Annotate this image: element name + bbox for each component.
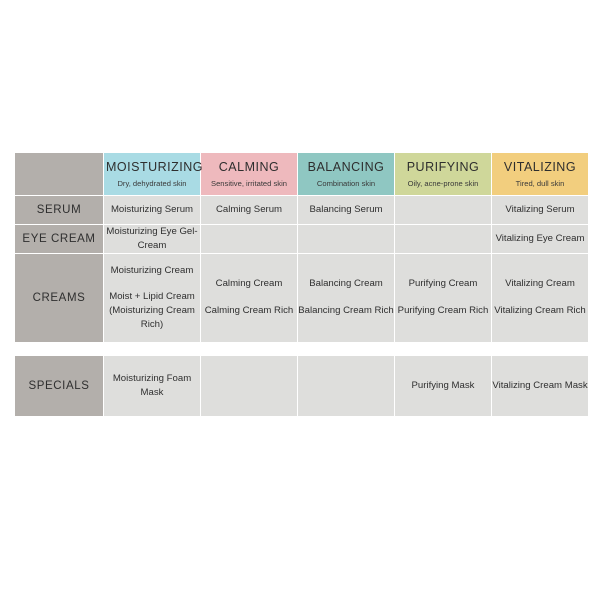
matrix-row (15, 196, 588, 224)
row-header-serum: SERUM (15, 196, 103, 224)
matrix-cell (104, 225, 200, 253)
category-subtitle: Combination skin (316, 179, 376, 188)
matrix-cell (104, 254, 200, 342)
category-header-5 (492, 153, 588, 195)
matrix-cell (201, 254, 297, 342)
product-name: Purifying Cream Rich (397, 305, 489, 317)
matrix-cell (201, 196, 297, 224)
matrix-header-row (15, 153, 588, 195)
matrix-cell (104, 356, 200, 416)
product-name: Vitalizing Serum (505, 204, 575, 216)
row-header-specials: SPECIALS (15, 356, 103, 416)
product-name: Moisturizing Eye Gel-Cream (106, 226, 198, 251)
matrix-row (15, 225, 588, 253)
category-header-2 (201, 153, 297, 195)
matrix-cell (492, 356, 588, 416)
matrix-cell (492, 225, 588, 253)
matrix-corner (15, 153, 103, 195)
matrix-cell (395, 225, 491, 253)
matrix-cell (298, 356, 394, 416)
product-name: Calming Cream (215, 278, 283, 290)
matrix-table (14, 152, 589, 417)
spacer-cell (15, 343, 588, 355)
matrix-row (15, 254, 588, 342)
category-subtitle: Oily, acne-prone skin (407, 179, 479, 188)
product-name: Calming Cream Rich (204, 305, 294, 317)
category-subtitle: Tired, dull skin (515, 179, 565, 188)
product-name: Moisturizing Serum (110, 204, 194, 216)
product-name: Balancing Cream (309, 278, 383, 290)
category-subtitle: Sensitive, irritated skin (211, 179, 287, 188)
category-header-1 (104, 153, 203, 195)
product-name: Vitalizing Eye Cream (495, 232, 585, 244)
product-name: Vitalizing Cream (505, 278, 575, 290)
product-name: Calming Serum (215, 204, 283, 216)
matrix-cell (298, 196, 394, 224)
category-title: VITALIZING (503, 160, 577, 174)
product-name: Moist + Lipid Cream (Moisturizing Cream Rich) (109, 291, 195, 331)
row-header-eye-cream: EYE CREAM (15, 225, 103, 253)
product-matrix (14, 152, 586, 417)
product-name: Purifying Cream (408, 278, 478, 290)
matrix-spacer-row (15, 343, 588, 355)
row-header-creams: CREAMS (15, 254, 103, 342)
category-title: MOISTURIZING (106, 160, 203, 174)
matrix-cell (201, 356, 297, 416)
matrix-row (15, 356, 588, 416)
matrix-cell (395, 356, 491, 416)
category-header-4 (395, 153, 491, 195)
category-subtitle: Dry, dehydrated skin (117, 179, 187, 188)
product-name: Purifying Mask (411, 379, 475, 391)
category-title: CALMING (218, 160, 280, 174)
category-title: BALANCING (307, 160, 385, 174)
category-title: PURIFYING (406, 160, 480, 174)
matrix-cell (395, 196, 491, 224)
matrix-cell (298, 254, 394, 342)
product-name: Balancing Serum (309, 204, 383, 216)
matrix-cell (492, 196, 588, 224)
product-name: Balancing Cream Rich (298, 305, 394, 317)
matrix-cell (395, 254, 491, 342)
matrix-cell (104, 196, 200, 224)
matrix-cell (492, 254, 588, 342)
matrix-cell (298, 225, 394, 253)
product-name: Moisturizing Cream (110, 264, 194, 276)
product-name: Vitalizing Cream Mask (492, 379, 588, 391)
product-name: Vitalizing Cream Rich (494, 305, 586, 317)
category-header-3 (298, 153, 394, 195)
matrix-cell (201, 225, 297, 253)
product-name: Moisturizing Foam Mask (112, 372, 192, 398)
